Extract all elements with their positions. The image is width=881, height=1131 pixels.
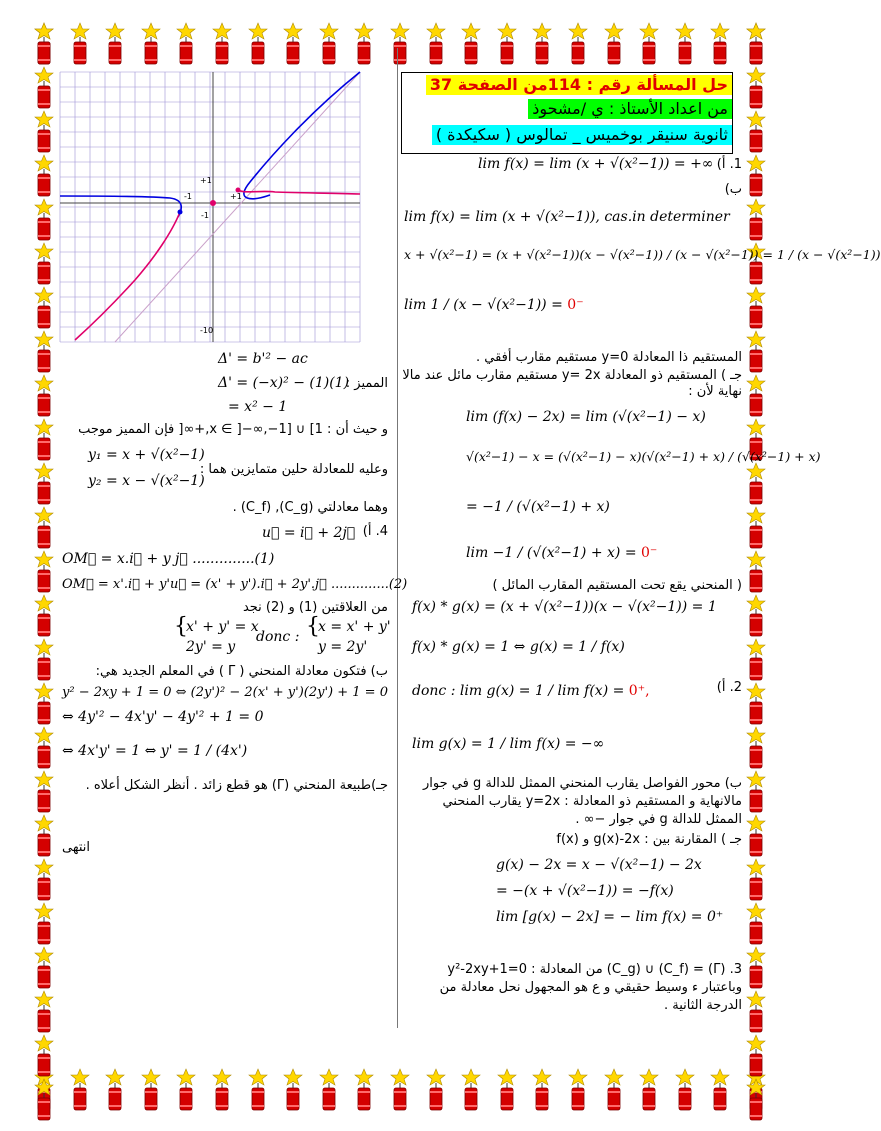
origin-point (210, 200, 216, 206)
firecracker-icon (30, 638, 60, 682)
q2c-equation-1: g(x) − 2x = x − √(x²−1) − 2x (496, 857, 702, 873)
q2b-text-2: مالانهاية و المستقيم ذو المعادلة : y=2x يقارب المنحني (442, 794, 742, 809)
firecracker-icon (30, 374, 60, 418)
firecracker-icon (742, 198, 772, 242)
brace-left-1: { (174, 614, 188, 639)
firecracker-icon (706, 22, 734, 68)
border-bottom (30, 1068, 770, 1114)
firecracker-icon (742, 330, 772, 374)
system2-line1: x = x' + y' (318, 619, 391, 635)
firecracker-icon (742, 286, 772, 330)
firecracker-icon (30, 286, 60, 330)
vertex-left (178, 210, 183, 215)
firecracker-icon (742, 110, 772, 154)
firecracker-icon (66, 1068, 94, 1114)
om1-equation: OM⃗ = x.i⃗ + y j⃗ ..............(1) (62, 551, 275, 567)
end-text: انتهى (62, 840, 90, 855)
firecracker-icon (386, 22, 414, 68)
firecracker-icon (30, 946, 60, 990)
q4-vector-equation: u⃗ = i⃗ + 2j⃗ (262, 525, 356, 541)
firecracker-icon (30, 726, 60, 770)
q3-text-3: الدرجة الثانية . (663, 998, 742, 1013)
firecracker-icon (600, 1068, 628, 1114)
c-text-1: جـ ) المستقيم ذو المعادلة y= 2x مستقيم مقارب مائل عند مالا (402, 368, 742, 383)
firecracker-icon (30, 22, 60, 66)
b-equation-2: x + √(x²−1) = (x + √(x²−1))(x − √(x²−1)) / (x − √(x²−1)) = 1 / (x − √(x²−1)) (404, 247, 881, 262)
border-top (30, 22, 770, 68)
equations-text: وهما معادلتي (C_g), (C_f) . (232, 500, 388, 515)
firecracker-icon (635, 22, 663, 68)
firecracker-icon (742, 550, 772, 594)
firecracker-icon (671, 1068, 699, 1114)
firecracker-icon (315, 22, 343, 68)
header-title: حل المسألة رقم : 114من الصفحة 37 (426, 75, 732, 95)
firecracker-icon (493, 22, 521, 68)
header-box (401, 72, 733, 154)
q2-equation-2: lim g(x) = 1 / lim f(x) = −∞ (412, 736, 605, 752)
firecracker-icon (422, 1068, 450, 1114)
tick-x-neg1: -1 (184, 192, 192, 201)
firecracker-icon (350, 22, 378, 68)
delta-equation-3: = x² − 1 (228, 399, 288, 415)
firecracker-icon (742, 22, 772, 66)
border-right (742, 22, 772, 1114)
q2c-equation-3: lim [g(x) − 2x] = − lim f(x) = 0⁺ (496, 909, 724, 925)
q4-label: 4. أ) (362, 524, 388, 539)
firecracker-icon (742, 858, 772, 902)
y1-equation: y₁ = x + √(x²−1) (88, 447, 205, 463)
firecracker-icon (742, 814, 772, 858)
firecracker-icon (422, 22, 450, 68)
firecracker-icon (493, 1068, 521, 1114)
firecracker-icon (30, 330, 60, 374)
column-divider (397, 48, 398, 1028)
firecracker-icon (742, 66, 772, 110)
firecracker-icon (208, 22, 236, 68)
q4b-equation-1: y² − 2xy + 1 = 0 ⇔ (2y')² − 2(x' + y')(2y') + 1 = 0 (62, 685, 388, 700)
tick-y-pos1: +1 (200, 176, 212, 185)
q4b-equation-2: ⇔ 4y'² − 4x'y' − 4y'² + 1 = 0 (62, 709, 264, 725)
since-text: و حيث أن : x ∈ ]−∞,−1] ∪ [1,+∞[ فإن المميز موجب (78, 422, 388, 437)
firecracker-icon (30, 418, 60, 462)
firecracker-icon (528, 1068, 556, 1114)
firecracker-icon (457, 1068, 485, 1114)
firecracker-icon (742, 726, 772, 770)
firecracker-icon (208, 1068, 236, 1114)
q2b-text-3: الممثل للدالة g في جوار −∞ . (575, 812, 742, 827)
firecracker-icon (30, 506, 60, 550)
b-equation-3: lim 1 / (x − √(x²−1)) = 0⁻ (404, 297, 584, 313)
firecracker-icon (315, 1068, 343, 1114)
tick-x-pos1: +1 (230, 192, 242, 201)
b-asymptote-text: المستقيم ذا المعادلة y=0 مستقيم مقارب أفقي . (475, 350, 742, 365)
system-equations (174, 614, 391, 660)
q1-label: 1. أ) (716, 157, 742, 172)
header-author: من اعداد الأستاذ : ي /مشحوذ (528, 99, 732, 119)
b-equation-1: lim f(x) = lim (x + √(x²−1)), cas.in determiner (404, 209, 730, 225)
firecracker-icon (30, 1078, 60, 1122)
tick-y-neg10: -10 (200, 326, 214, 335)
delta-equation-2: Δ' = (−x)² − (1)(1) (218, 375, 350, 391)
firecracker-icon (706, 1068, 734, 1114)
firecracker-icon (279, 1068, 307, 1114)
firecracker-icon (30, 990, 60, 1034)
firecracker-icon (350, 1068, 378, 1114)
c-equation-1: lim (f(x) − 2x) = lim (√(x²−1) − x) (466, 409, 706, 425)
firecracker-icon (742, 946, 772, 990)
q2b-text-1: ب) محور الفواصل يقارب المنحني الممثل للدالة g في جوار (422, 776, 742, 791)
firecracker-icon (30, 902, 60, 946)
firecracker-icon (30, 462, 60, 506)
q2-label: 2. أ) (716, 680, 742, 695)
firecracker-icon (742, 902, 772, 946)
firecracker-icon (600, 22, 628, 68)
d-equation-1: f(x) * g(x) = (x + √(x²−1))(x − √(x²−1)) = 1 (412, 599, 717, 615)
system1-line2: 2y' = y (186, 639, 236, 655)
firecracker-icon (635, 1068, 663, 1114)
firecracker-icon (30, 242, 60, 286)
y2-equation: y₂ = x − √(x²−1) (88, 473, 205, 489)
firecracker-icon (528, 22, 556, 68)
om2-equation: OM⃗ = x'.i⃗ + y'u⃗ = (x' + y').i⃗ + 2y'.j⃗ ..............(2) (62, 577, 408, 592)
d-equation-2: f(x) * g(x) = 1 ⇔ g(x) = 1 / f(x) (412, 639, 625, 655)
firecracker-icon (742, 1078, 772, 1122)
q3-text-1: 3. (Γ) = (C_f) ∪ (C_g) من المعادلة : y²-2xy+1=0 (447, 962, 742, 977)
q2c-equation-2: = −(x + √(x²−1)) = −f(x) (496, 883, 674, 899)
system2-line2: y = 2y' (318, 639, 368, 655)
c-equation-4: lim −1 / (√(x²−1) + x) = 0⁻ (466, 545, 658, 561)
b-label: ب) (724, 182, 742, 197)
firecracker-icon (742, 1034, 772, 1078)
q3-text-2: وباعتبار ء وسيط حقيقي و ع هو المجهول نحل معادلة من (439, 980, 742, 995)
firecracker-icon (244, 22, 272, 68)
firecracker-icon (742, 154, 772, 198)
firecracker-icon (457, 22, 485, 68)
q1-equation: lim f(x) = lim (x + √(x²−1)) = +∞ (478, 156, 714, 172)
firecracker-icon (564, 22, 592, 68)
brace-left-2: { (306, 614, 320, 639)
firecracker-icon (30, 770, 60, 814)
firecracker-icon (30, 858, 60, 902)
firecracker-icon (671, 22, 699, 68)
firecracker-icon (742, 594, 772, 638)
firecracker-icon (279, 22, 307, 68)
firecracker-icon (30, 682, 60, 726)
firecracker-icon (30, 1034, 60, 1078)
delta-equation-1: Δ' = b'² − ac (218, 351, 308, 367)
firecracker-icon (742, 770, 772, 814)
q2-equation-1: donc : lim g(x) = 1 / lim f(x) = 0⁺, (412, 683, 650, 699)
firecracker-icon (30, 594, 60, 638)
firecracker-icon (101, 1068, 129, 1114)
c-equation-3: = −1 / (√(x²−1) + x) (466, 499, 610, 515)
hyperbola-graph (60, 72, 360, 342)
firecracker-icon (172, 1068, 200, 1114)
system1-line1: x' + y' = x (186, 619, 259, 635)
q2c-text: جـ ) المقارنة بين : g(x)-2x و f(x) (556, 832, 742, 847)
c-equation-2: √(x²−1) − x = (√(x²−1) − x)(√(x²−1) + x) / (√(x²−1) + x) (466, 449, 821, 464)
firecracker-icon (386, 1068, 414, 1114)
q4c-text: جـ)طبيعة المنحني (Γ) هو قطع زائد . أنظر الشكل أعلاه . (85, 778, 388, 793)
solutions-text: وعليه للمعادلة حلين متمايزين هما : (199, 462, 388, 477)
relations-text: من العلاقتين (1) و (2) نجد (242, 600, 388, 615)
firecracker-icon (742, 682, 772, 726)
tick-y-neg1: -1 (201, 211, 209, 220)
firecracker-icon (30, 110, 60, 154)
border-left (30, 22, 60, 1114)
firecracker-icon (137, 1068, 165, 1114)
firecracker-icon (66, 22, 94, 68)
q4b-text: ب) فتكون معادلة المنحني ( Γ ) في المعلم الجديد هي: (95, 664, 388, 679)
q4b-equation-3: ⇔ 4x'y' = 1 ⇔ y' = 1 / (4x') (62, 743, 248, 759)
curve-blue-left (60, 196, 181, 217)
firecracker-icon (742, 990, 772, 1034)
firecracker-icon (30, 814, 60, 858)
header-school: ثانوية سنيقر بوخميس _ تمالوس ( سكيكدة ) (432, 125, 732, 145)
firecracker-icon (101, 22, 129, 68)
firecracker-icon (30, 154, 60, 198)
firecracker-icon (137, 22, 165, 68)
firecracker-icon (742, 638, 772, 682)
c-text-2: نهاية لأن : (688, 384, 742, 399)
firecracker-icon (564, 1068, 592, 1114)
firecracker-icon (742, 506, 772, 550)
firecracker-icon (30, 66, 60, 110)
c-text-3: ( المنحني يقع تحت المستقيم المقارب المائل ) (492, 578, 742, 593)
curve-pink-lower (75, 212, 180, 340)
firecracker-icon (244, 1068, 272, 1114)
firecracker-icon (30, 550, 60, 594)
system-donc: donc : (256, 629, 300, 645)
firecracker-icon (30, 198, 60, 242)
firecracker-icon (742, 462, 772, 506)
firecracker-icon (742, 374, 772, 418)
firecracker-icon (172, 22, 200, 68)
delta-label: المميز : (345, 376, 388, 391)
